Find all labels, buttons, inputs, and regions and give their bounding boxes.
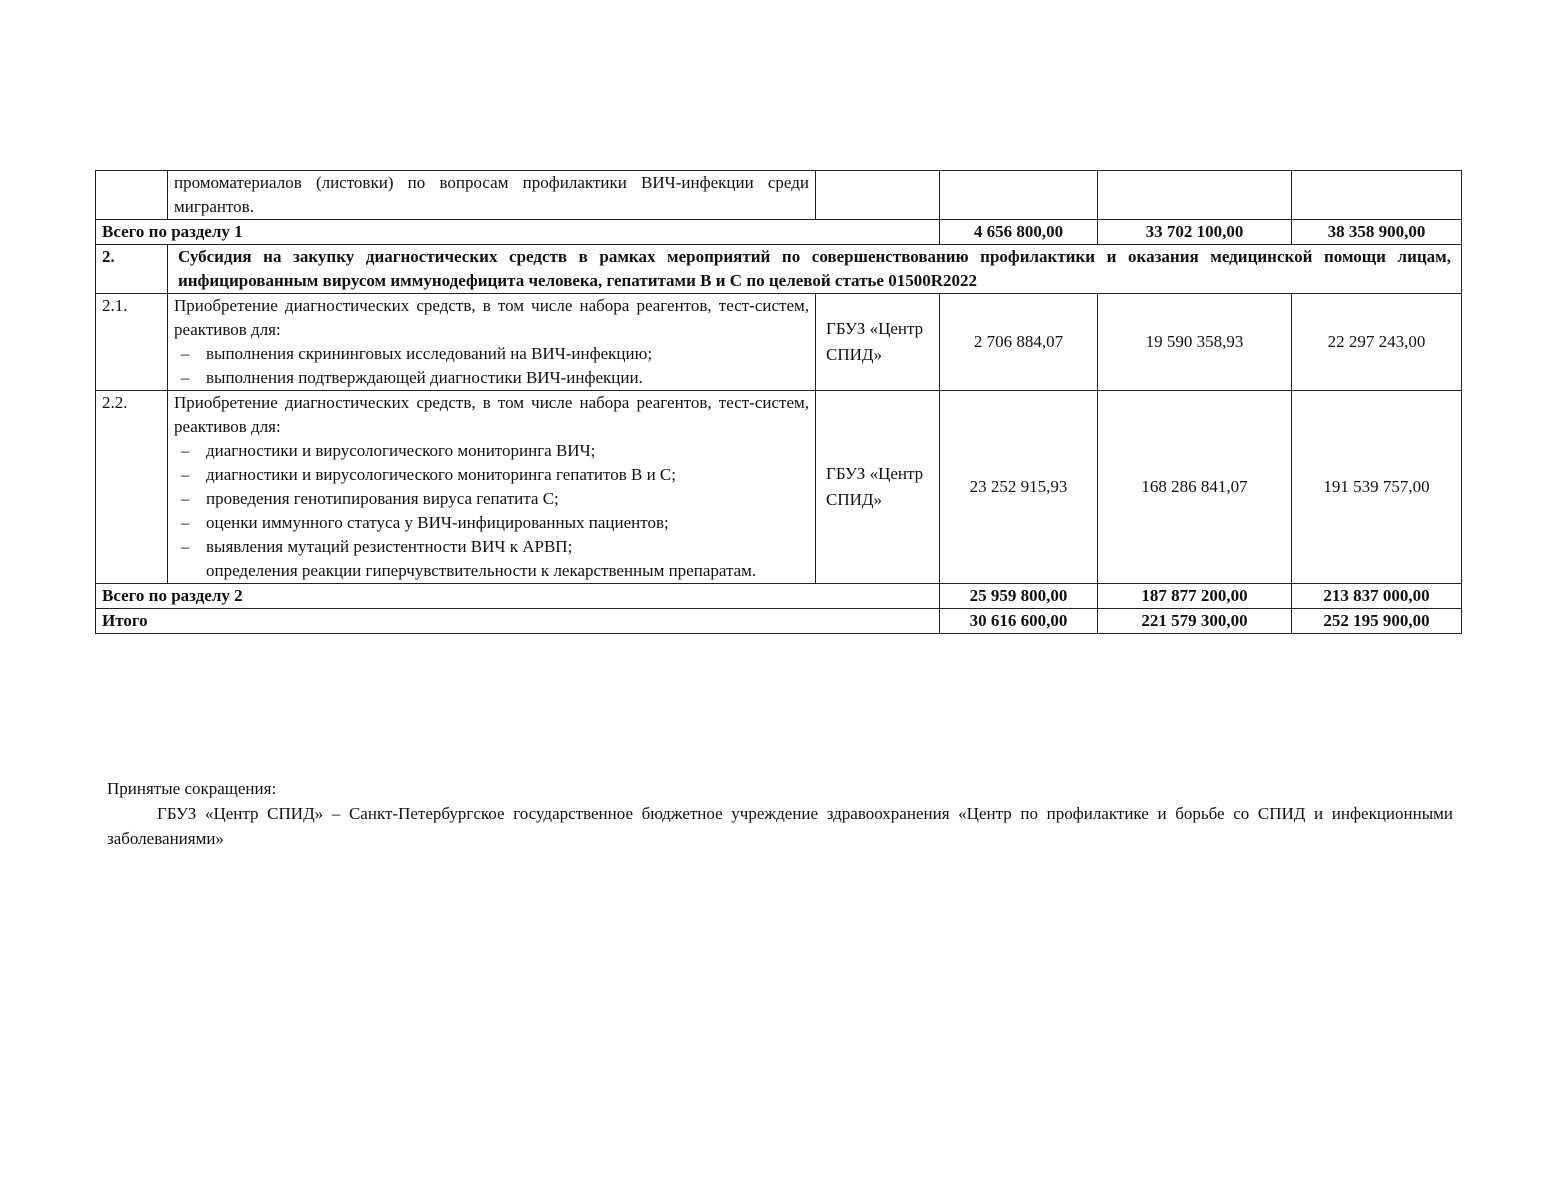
abbreviations-notes <box>107 776 1453 851</box>
grand-total-value-1: 30 616 600,00 <box>940 609 1098 634</box>
row-description <box>168 391 816 584</box>
list-item <box>174 487 809 511</box>
empty-value-cell <box>940 171 1098 220</box>
list-item <box>174 342 809 366</box>
grand-total-value-3: 252 195 900,00 <box>1292 609 1462 634</box>
row-description-intro: Приобретение диагностических средств, в том числе набора реагентов, тест-систем, реактивов для: <box>174 393 809 436</box>
row-description <box>168 294 816 391</box>
section2-title: Субсидия на закупку диагностических средств в рамках мероприятий по совершенствованию профилактики и оказания медицинской помощи лицам, инфицированным вирусом иммунодефицита человека, гепатитами В и С по целевой статье 01500R2022 <box>168 245 1462 294</box>
row-description-list <box>174 439 809 583</box>
section1-total-value-1: 4 656 800,00 <box>940 220 1098 245</box>
section1-total-value-2: 33 702 100,00 <box>1098 220 1292 245</box>
list-item <box>174 439 809 463</box>
section2-total-value-2: 187 877 200,00 <box>1098 584 1292 609</box>
empty-org-cell <box>816 171 940 220</box>
dash-bullet-icon: – <box>180 344 190 363</box>
empty-code-cell <box>96 171 168 220</box>
row-organization: ГБУЗ «Центр СПИД» <box>816 294 940 391</box>
list-item <box>174 511 809 535</box>
row-organization: ГБУЗ «Центр СПИД» <box>816 391 940 584</box>
row-value-2: 19 590 358,93 <box>1098 294 1292 391</box>
row-description-intro: Приобретение диагностических средств, в том числе набора реагентов, тест-систем, реактивов для: <box>174 296 809 339</box>
empty-value-cell <box>1098 171 1292 220</box>
dash-bullet-icon: – <box>180 537 190 556</box>
empty-value-cell <box>1292 171 1462 220</box>
dash-bullet-icon: – <box>180 513 190 532</box>
section2-total-value-1: 25 959 800,00 <box>940 584 1098 609</box>
list-item-text: выявления мутаций резистентности ВИЧ к АРВП; <box>206 537 573 556</box>
section1-total-row <box>96 220 1462 245</box>
row-description-list <box>174 342 809 390</box>
list-item-text: выполнения подтверждающей диагностики ВИЧ-инфекции. <box>206 368 643 387</box>
list-item <box>174 535 809 559</box>
section2-header-row <box>96 245 1462 294</box>
continuation-row <box>96 171 1462 220</box>
dash-bullet-icon: – <box>180 489 190 508</box>
continuation-description: промоматериалов (листовки) по вопросам профилактики ВИЧ-инфекции среди мигрантов. <box>168 171 816 220</box>
list-item-text: диагностики и вирусологического мониторинга ВИЧ; <box>206 441 596 460</box>
dash-bullet-icon: – <box>180 441 190 460</box>
dash-bullet-icon: – <box>180 465 190 484</box>
section2-total-value-3: 213 837 000,00 <box>1292 584 1462 609</box>
section2-code: 2. <box>96 245 168 294</box>
list-item <box>174 559 809 583</box>
grand-total-value-2: 221 579 300,00 <box>1098 609 1292 634</box>
section1-total-value-3: 38 358 900,00 <box>1292 220 1462 245</box>
section2-total-row <box>96 584 1462 609</box>
row-value-3: 191 539 757,00 <box>1292 391 1462 584</box>
grand-total-label: Итого <box>96 609 940 634</box>
row-value-1: 2 706 884,07 <box>940 294 1098 391</box>
list-item-text: оценки иммунного статуса у ВИЧ-инфицированных пациентов; <box>206 513 669 532</box>
table-row <box>96 294 1462 391</box>
list-item-text: проведения генотипирования вируса гепатита С; <box>206 489 559 508</box>
list-item-text: определения реакции гиперчувствительности к лекарственным препаратам. <box>206 561 757 580</box>
section2-total-label: Всего по разделу 2 <box>96 584 940 609</box>
list-item-text: выполнения скрининговых исследований на ВИЧ-инфекцию; <box>206 344 653 363</box>
list-item <box>174 366 809 390</box>
dash-bullet-icon: – <box>180 368 190 387</box>
abbreviation-definition: ГБУЗ «Центр СПИД» – Санкт-Петербургское государственное бюджетное учреждение здравоохранения «Центр по профилактике и борьбе со СПИД и инфекционными заболеваниями» <box>107 804 1453 848</box>
table-row <box>96 391 1462 584</box>
budget-table <box>95 170 1462 634</box>
grand-total-row <box>96 609 1462 634</box>
section1-total-label: Всего по разделу 1 <box>96 220 940 245</box>
list-item <box>174 463 809 487</box>
row-code: 2.1. <box>96 294 168 391</box>
row-value-3: 22 297 243,00 <box>1292 294 1462 391</box>
row-code: 2.2. <box>96 391 168 584</box>
list-item-text: диагностики и вирусологического мониторинга гепатитов В и С; <box>206 465 676 484</box>
abbreviations-heading: Принятые сокращения: <box>107 779 277 798</box>
row-value-2: 168 286 841,07 <box>1098 391 1292 584</box>
row-value-1: 23 252 915,93 <box>940 391 1098 584</box>
